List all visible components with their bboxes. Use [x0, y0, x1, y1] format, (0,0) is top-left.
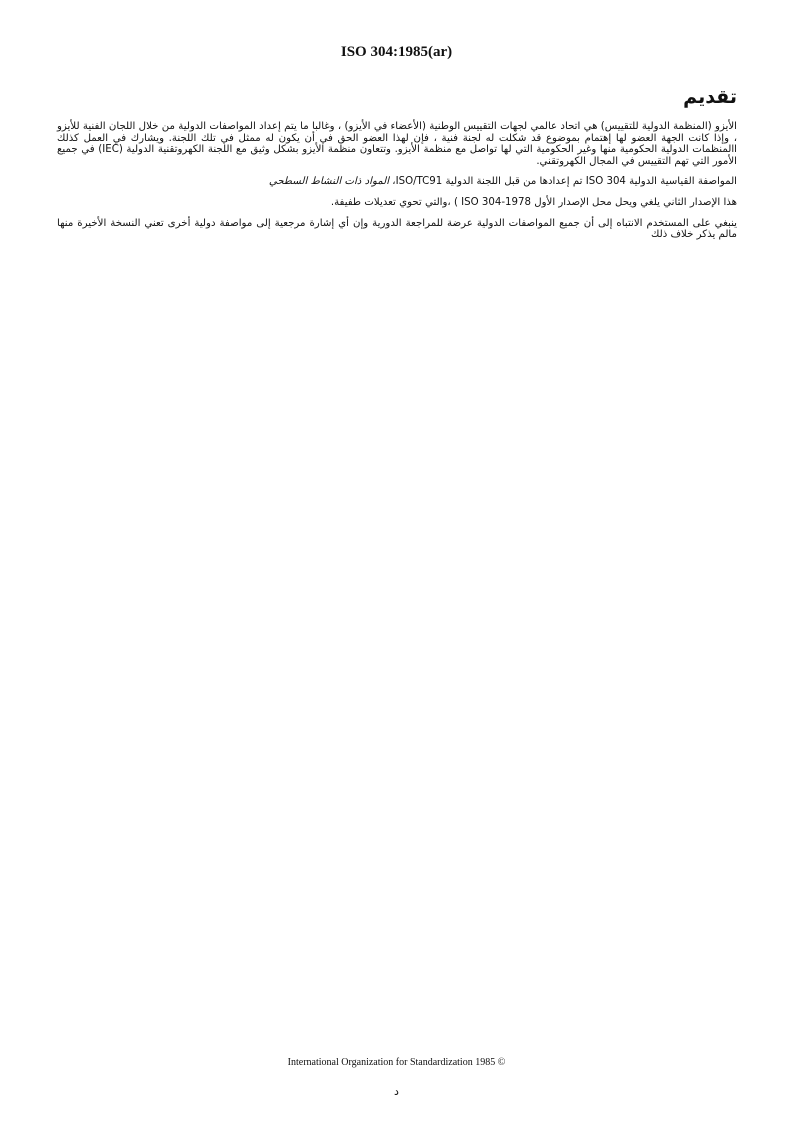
foreword-paragraph-2 — [57, 176, 737, 188]
foreword-section — [57, 86, 737, 250]
committee-subject: المواد ذات النشاط السطحي — [268, 176, 390, 188]
committee-statement: المواصفة القياسية الدولية ISO 304 تم إعدادها من قبل اللجنة الدولية ISO/TC91، — [392, 176, 737, 188]
foreword-paragraph-1: الأيزو (المنظمة الدولية للتقييس) هي اتحاد عالمي لجهات التقييس الوطنية (الأعضاء في الأيزو) ، وغالبا ما يتم إعداد المواصفات الدولية من خلال اللجان الفنية للأيزو ، وإذا كانت الجهة العضو لها إهتمام بموضوع قد شكلت له لجنة فنية ، فإن لهذا العضو الحق في أن يكون له ممثل في تلك اللجنة. ويشارك في العمل كذلك االمنظمات الدولية الحكومية منها وغير الحكومية التي لها تواصل مع منظمة الأيزو. وتتعاون منظمة الأيزو بشكل وثيق مع اللجنة الكهروتقنية الدولية (IEC) في جميع الأمور التي تهم التقييس في المجال الكهروتقني. — [57, 121, 737, 167]
foreword-paragraph-3: هذا الإصدار الثاني يلغي ويحل محل الإصدار الأول ISO 304-1978 ) ،والتي تحوي تعديلات طفيفة. — [330, 196, 737, 208]
foreword-paragraph-4: ينبغي على المستخدم الانتباه إلى أن جميع المواصفات الدولية عرضة للمراجعة الدورية وإن أي إشارة مرجعية إلى مواصفة دولية أخرى تعني النسخة الأخيرة منها مالم يذكر خلاف ذلك — [57, 217, 737, 241]
document-code-header: ISO 304:1985(ar) — [340, 44, 453, 60]
foreword-title: تقديم — [683, 86, 737, 108]
copyright-footer: International Organization for Standardization 1985 © — [287, 1057, 506, 1068]
page-number: د — [394, 1085, 399, 1098]
